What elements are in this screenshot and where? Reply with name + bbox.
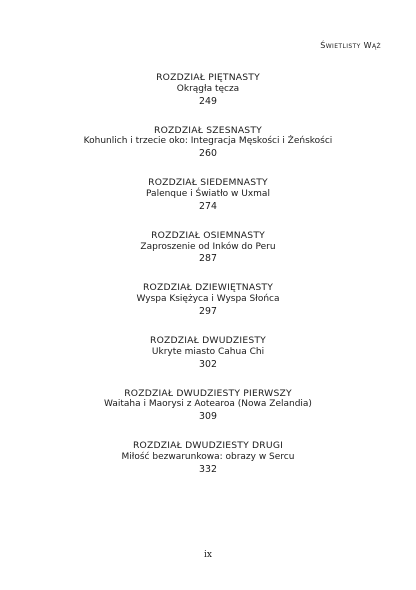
toc-entry [0,72,416,125]
chapter-title: Wyspa Księżyca i Wyspa Słońca [136,294,280,305]
table-of-contents [0,72,416,493]
toc-entry [0,440,416,493]
running-header: Świetlisty Wąż [320,41,381,50]
chapter-heading: ROZDZIAŁ PIĘTNASTY [156,72,260,83]
chapter-title: Zaproszenie od Inków do Peru [140,241,276,252]
toc-entry [0,125,416,178]
chapter-title: Miłość bezwarunkowa: obrazy w Sercu [121,451,295,462]
chapter-title: Ukryte miasto Cahua Chi [151,346,265,357]
toc-entry [0,388,416,441]
toc-entry [0,335,416,388]
chapter-page-number: 332 [199,463,217,475]
chapter-page-number: 287 [199,253,217,265]
chapter-heading: ROZDZIAŁ DWUDZIESTY DRUGI [132,440,284,452]
chapter-heading: ROZDZIAŁ DWUDZIESTY PIERWSZY [124,387,292,399]
chapter-title: Okrągła tęcza [176,83,240,94]
page-folio: ix [204,550,212,560]
chapter-title: Palenque i Światło w Uxmal [146,188,270,199]
chapter-title: Kohunlich i trzecie oko: Integracja Męskości i Żeńskości [83,136,333,147]
chapter-page-number: 297 [199,305,217,317]
chapter-heading: ROZDZIAŁ DZIEWIĘTNASTY [142,282,274,294]
chapter-page-number: 309 [199,411,217,423]
chapter-title: Waitaha i Maorysi z Aotearoa (Nowa Zelandia) [104,399,312,410]
chapter-page-number: 274 [199,200,217,212]
chapter-heading: ROZDZIAŁ SZESNASTY [154,124,262,136]
toc-entry [0,230,416,283]
toc-entry [0,282,416,335]
chapter-heading: ROZDZIAŁ SIEDEMNASTY [148,177,268,189]
chapter-heading: ROZDZIAŁ DWUDZIESTY [150,334,266,346]
chapter-page-number: 302 [199,358,217,370]
toc-entry [0,177,416,230]
chapter-page-number: 260 [199,148,217,160]
chapter-heading: ROZDZIAŁ OSIEMNASTY [151,229,265,241]
chapter-page-number: 249 [199,95,217,107]
